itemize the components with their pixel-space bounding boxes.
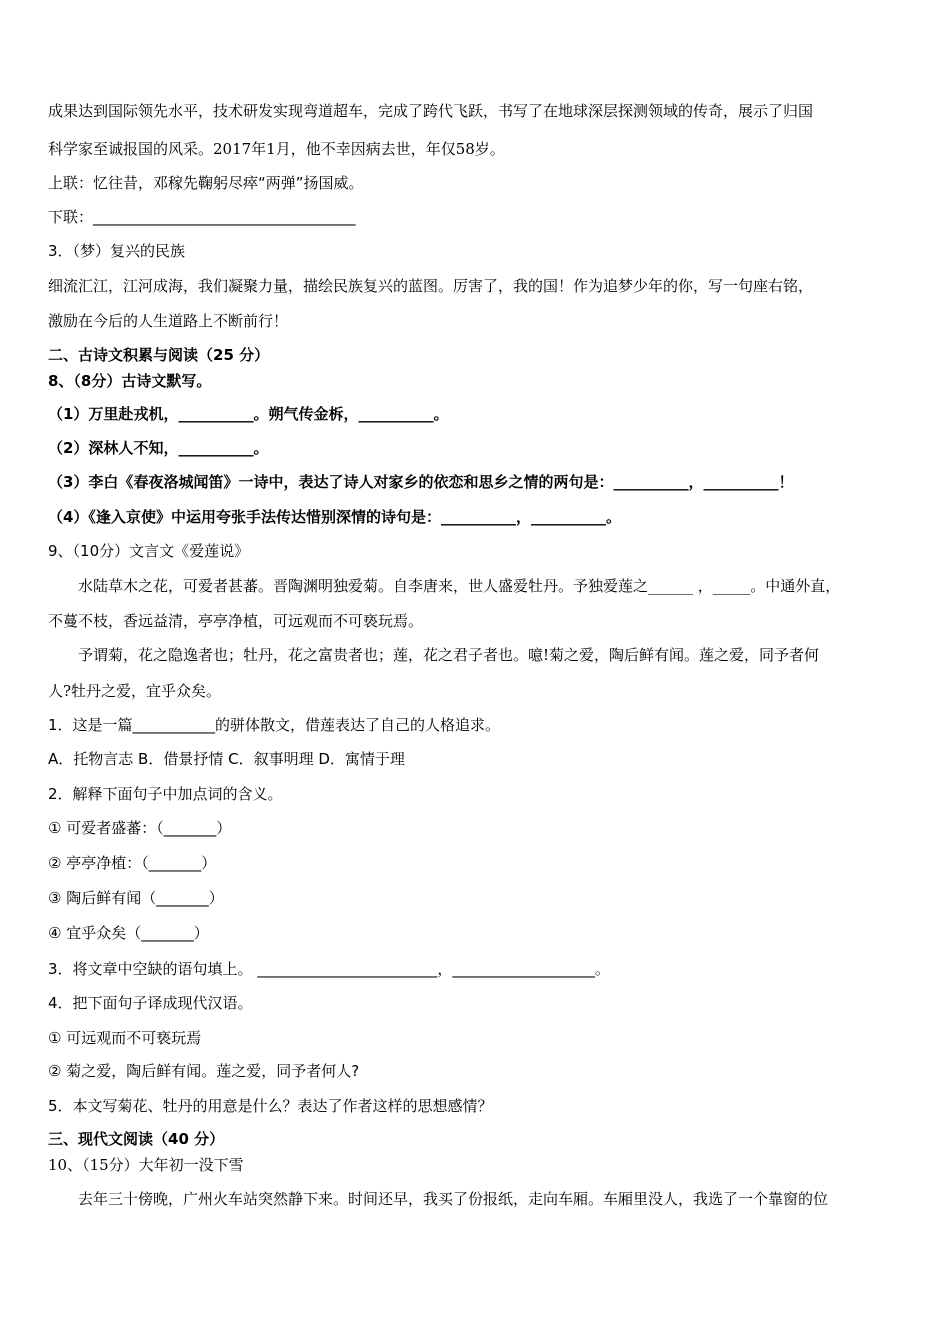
classical-text-line: 不蔓不枝，香远益清，亭亭净植，可远观而不可亵玩焉。 bbox=[48, 612, 424, 630]
sub-question: 4．把下面句子译成现代汉语。 bbox=[48, 994, 253, 1012]
sub-question-item: ③ 陶后鲜有闻（_______） bbox=[48, 889, 224, 907]
question-item: （2）深林人不知，__________。 bbox=[48, 439, 269, 457]
sub-question-item: ① 可远观而不可亵玩焉 bbox=[48, 1029, 202, 1047]
sub-question-item: ② 亭亭净植：（_______） bbox=[48, 854, 217, 872]
sub-question: 1．这是一篇___________的骈体散文，借莲表达了自己的人格追求。 bbox=[48, 716, 501, 734]
sub-question: 5．本文写菊花、牡丹的用意是什么？表达了作者这样的思想感情？ bbox=[48, 1097, 493, 1115]
couplet-lower: 下联：___________________________________ bbox=[48, 208, 356, 226]
couplet-upper: 上联：忆往昔，邓稼先鞠躬尽瘁“两弹”扬国威。 bbox=[48, 174, 364, 192]
sub-question-item: ④ 宜乎众矣（_______） bbox=[48, 924, 209, 942]
question-heading: 3．（梦）复兴的民族 bbox=[48, 242, 186, 260]
section-heading: 三、现代文阅读（40 分） bbox=[48, 1130, 225, 1148]
sub-question: 3．将文章中空缺的语句填上。 ________________________，___________________。 bbox=[48, 960, 610, 978]
passage-line: 细流汇江，江河成海，我们凝聚力量，描绘民族复兴的蓝图。厉害了，我的国！作为追梦少年的你，写一句座右铭， bbox=[48, 277, 814, 295]
question-heading: 10、（15分）大年初一没下雪 bbox=[48, 1156, 244, 1174]
passage-line: 去年三十傍晚，广州火车站突然静下来。时间还早，我买了份报纸，走向车厢。车厢里没人，我选了一个靠窗的位 bbox=[78, 1190, 829, 1208]
classical-text-line: 水陆草木之花，可爱者甚蕃。晋陶渊明独爱菊。自李唐来，世人盛爱牡丹。予独爱莲之______ ，_____。中通外直， bbox=[78, 577, 841, 595]
passage-line: 激励在今后的人生道路上不断前行！ bbox=[48, 312, 289, 330]
sub-question-item: ① 可爱者盛蕃：（_______） bbox=[48, 819, 232, 837]
question-item: （3）李白《春夜洛城闻笛》一诗中，表达了诗人对家乡的依恋和思乡之情的两句是：__________，__________！ bbox=[48, 473, 794, 491]
sub-question: 2．解释下面句子中加点词的含义。 bbox=[48, 785, 283, 803]
classical-text-line: 予谓菊，花之隐逸者也；牡丹，花之富贵者也；莲，花之君子者也。噫!菊之爱，陶后鲜有闻。莲之爱，同予者何 bbox=[78, 646, 820, 664]
question-item: （1）万里赴戎机，__________。朔气传金柝，__________。 bbox=[48, 405, 449, 423]
answer-options: A．托物言志 B．借景抒情 C．叙事明理 D．寓情于理 bbox=[48, 750, 405, 768]
passage-line: 科学家至诚报国的风采。2017年1月，他不幸因病去世，年仅58岁。 bbox=[48, 140, 505, 158]
question-heading: 9、（10分）文言文《爱莲说》 bbox=[48, 542, 250, 560]
question-heading: 8、（8分）古诗文默写。 bbox=[48, 372, 212, 390]
sub-question-item: ② 菊之爱，陶后鲜有闻。莲之爱，同予者何人? bbox=[48, 1062, 360, 1080]
classical-text-line: 人?牡丹之爱，宜乎众矣。 bbox=[48, 682, 222, 700]
passage-line: 成果达到国际领先水平，技术研发实现弯道超车，完成了跨代飞跃，书写了在地球深层探测领域的传奇，展示了归国 bbox=[48, 102, 814, 120]
section-heading: 二、古诗文积累与阅读（25 分） bbox=[48, 346, 270, 364]
question-item: （4）《逢入京使》中运用夸张手法传达惜别深情的诗句是：__________，__________。 bbox=[48, 508, 621, 526]
